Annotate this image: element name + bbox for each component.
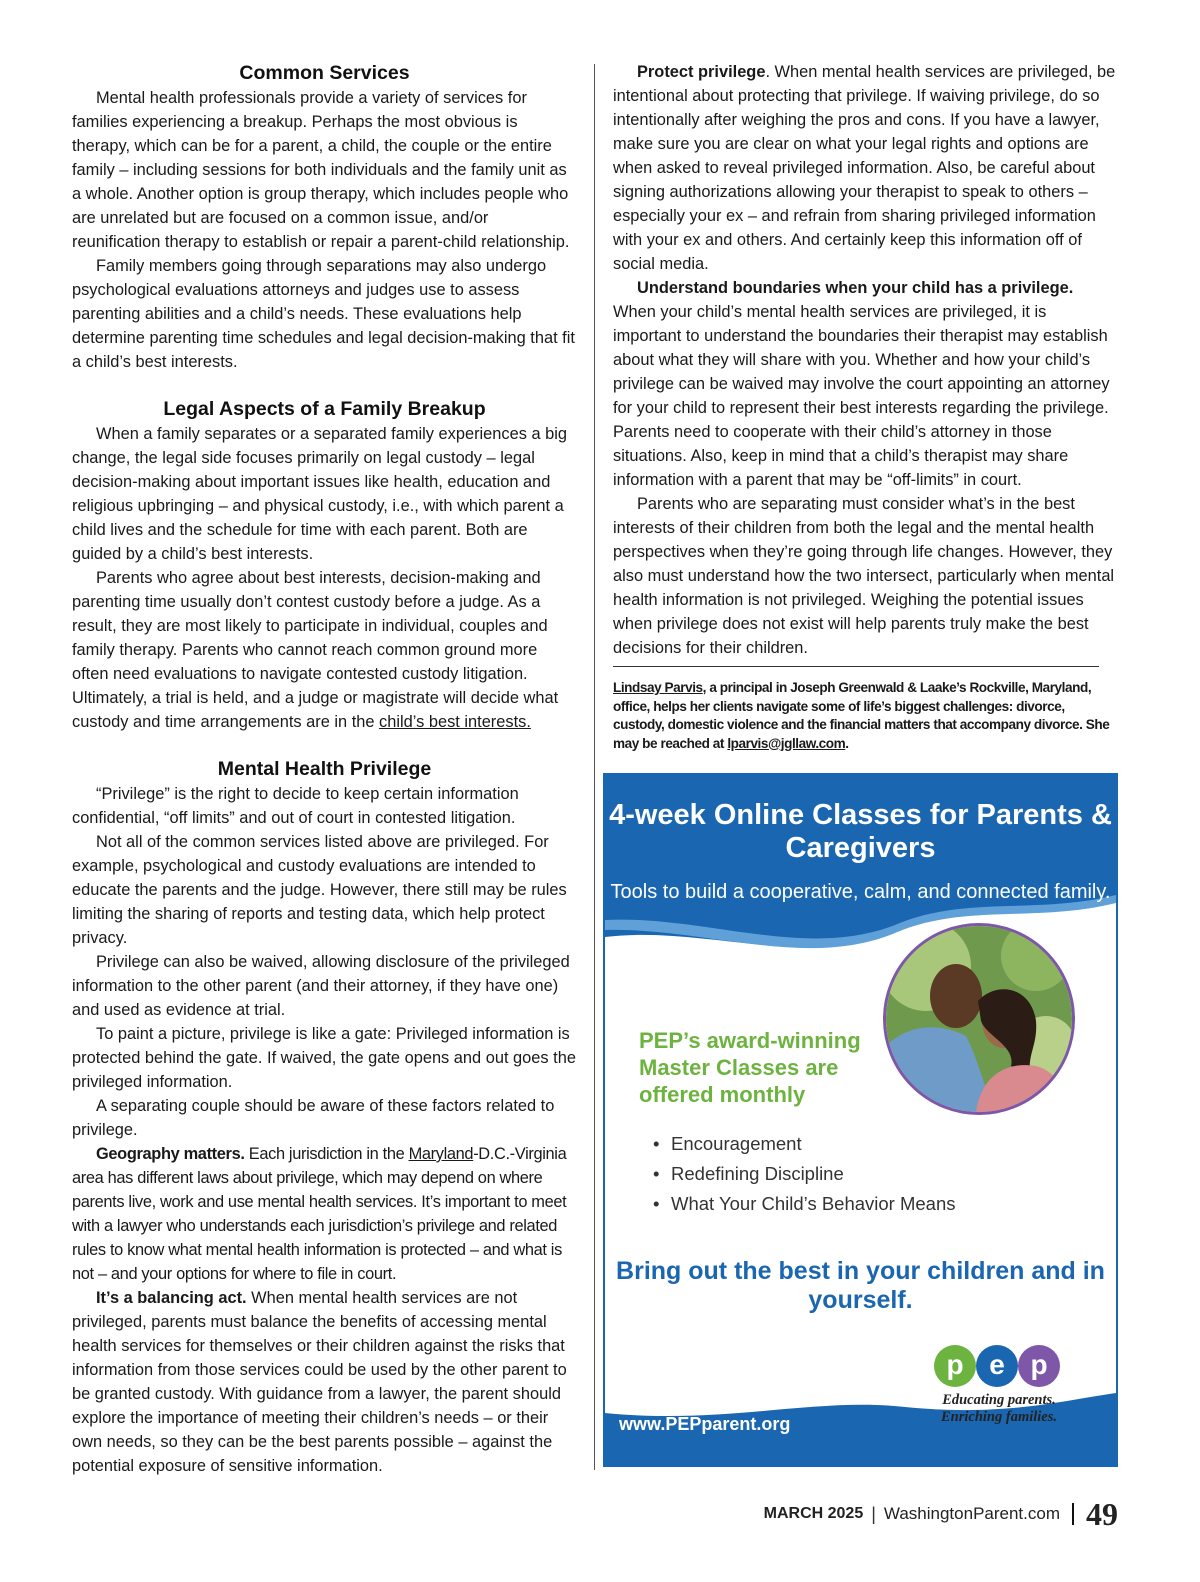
- logo-letter: p: [946, 1349, 964, 1380]
- paragraph-child-privilege: Understand boundaries when your child has a privilege. When your child’s mental health services are privileged, it is important to understand the boundaries their therapist may establish about what they will share with you. Whether and how your child’s privilege can be waived may involve the court appointing an attorney for your child to represent their best interests regarding the privilege. Parents need to cooperate with their child’s attorney in those situations. Also, keep in mind that a child’s therapist may share information with a parent that may be “off-limits” in court.: [613, 279, 1110, 489]
- class-topics-list: [653, 1129, 956, 1219]
- list-item: • Redefining Discipline: [653, 1159, 956, 1189]
- ad-subtitle: Tools to build a cooperative, calm, and connected family.: [610, 881, 1111, 903]
- list-item: • What Your Child’s Behavior Means: [653, 1189, 956, 1219]
- logo-letter: p: [1030, 1349, 1048, 1380]
- logo-tagline: Educating parents. Enriching families.: [940, 1392, 1058, 1425]
- right-column: [613, 60, 1118, 753]
- list-item: • Encouragement: [653, 1129, 956, 1159]
- heading-mental-health-privilege: Mental Health Privilege: [217, 758, 432, 780]
- paragraph: Mental health professionals provide a variety of services for families experiencing a breakup. Perhaps the most obvious is therapy, which can be for a parent, a child, the couple or the entire family – including sessions for both individuals and the family unit as a whole. Another option is group therapy, which includes people who are unrelated but are focused on a common issue, and/or reunification therapy to establish or repair a parent-child relationship.: [72, 89, 570, 251]
- ad-url-link[interactable]: www.PEPparent.org: [619, 1414, 791, 1434]
- paragraph: A separating couple should be aware of these factors related to privilege.: [72, 1097, 555, 1139]
- pep-advertisement[interactable]: [603, 773, 1118, 1467]
- paragraph: When a family separates or a separated family experiences a big change, the legal side focuses primarily on legal custody – legal decision-making about important issues like health, education and religious upbringing – and physical custody, i.e., with which parent a child lives and the schedule for time with each parent. Both are guided by a child’s best interests.: [72, 425, 568, 563]
- photo-illustration: [886, 926, 1072, 1112]
- paragraph: “Privilege” is the right to decide to keep certain information confidential, “off limits” and out of court in contested litigation.: [72, 785, 519, 827]
- ad-title: 4-week Online Classes for Parents & Caregivers: [609, 799, 1112, 864]
- parent-child-photo: [883, 923, 1075, 1115]
- ad-tagline: Bring out the best in your children and in yourself.: [616, 1257, 1105, 1314]
- paragraph: Family members going through separations may also undergo psychological evaluations attorneys and judges use to assess parenting abilities and a child’s needs. These evaluations help determine parenting time schedules and legal decision-making that fit a child’s best interests.: [72, 257, 575, 371]
- issue-date: MARCH 2025: [763, 1505, 864, 1522]
- paragraph: Parents who agree about best interests, decision-making and parenting time usually don’t contest custody before a judge. As a result, they are most likely to participate in individual, couples and family therapy. Parents who cannot reach common ground more often need evaluations to navigate contested custody litigation. Ultimately, a trial is held, and a judge or magistrate will decide what custody and time arrangements are in the child’s best interests.: [72, 569, 559, 731]
- paragraph: To paint a picture, privilege is like a gate: Privileged information is protected behind the gate. If waived, the gate opens and out goes the privileged information.: [72, 1025, 576, 1091]
- footer-bar: [1072, 1503, 1074, 1525]
- paragraph-balancing: It’s a balancing act. When mental health services are not privileged, parents must balance the benefits of accessing mental health services for themselves or their children against the risks that information from those services could be used by the other parent to be granted custody. With guidance from a lawyer, the parent should explore the importance of meeting their children’s needs – or their own needs, so they can be the best parents possible – against the potential exposure of sensitive information.: [72, 1289, 567, 1475]
- pep-logo: [933, 1341, 1065, 1391]
- logo-letter: e: [989, 1349, 1005, 1380]
- paragraph: Not all of the common services listed above are privileged. For example, psychological and custody evaluations are intended to educate the parents and the judge. However, there still may be rules limiting the sharing of reports and testing data, which help protect privacy.: [72, 833, 567, 947]
- site-name: WashingtonParent.com: [883, 1504, 1060, 1523]
- paragraph-geography: Geography matters. Each jurisdiction in the Maryland-D.C.-Virginia area has different laws about privilege, which may depend on where parents live, work and use mental health services. It’s important to meet with a lawyer who understands each jurisdiction’s privilege and related rules to know what mental health information is protected – and what is not – and your options for where to file in court.: [72, 1145, 567, 1283]
- page-number: 49: [1086, 1495, 1118, 1532]
- footer-separator: |: [871, 1503, 876, 1524]
- paragraph: Privilege can also be waived, allowing disclosure of the privileged information to the other parent (and their attorney, if they have one) and used as evidence at trial.: [72, 953, 570, 1019]
- author-bio: Lindsay Parvis, a principal in Joseph Greenwald & Laake’s Rockville, Maryland, office, helps her clients navigate some of life’s biggest challenges: divorce, custody, domestic violence and the financial matters that accompany divorce. She may be reached at lparvis@jgllaw.com.: [613, 680, 1110, 751]
- heading-legal-aspects: Legal Aspects of a Family Breakup: [163, 398, 486, 420]
- ad-headline: PEP’s award-winning Master Classes are offered monthly: [639, 1028, 861, 1107]
- page-footer: [764, 1494, 1118, 1534]
- column-divider: [594, 64, 595, 1470]
- bio-rule: [613, 666, 1099, 667]
- author-link[interactable]: Lindsay Parvis: [613, 680, 703, 695]
- email-link[interactable]: lparvis@jgllaw.com: [727, 735, 846, 751]
- paragraph-closing: Parents who are separating must consider what’s in the best interests of their children from both the legal and the mental health perspectives when they’re going through life changes. However, they also must understand how the two intersect, particularly when mental health information is not privileged. Weighing the potential issues when privilege does not exist will help parents truly make the best decisions for their children.: [613, 495, 1115, 657]
- maryland-link[interactable]: Maryland: [408, 1145, 474, 1163]
- left-column: [72, 60, 577, 1478]
- heading-common-services: Common Services: [239, 62, 410, 84]
- best-interests-link[interactable]: child’s best interests.: [379, 713, 531, 731]
- paragraph-protect: Protect privilege. When mental health services are privileged, be intentional about protecting that privilege. If waiving privilege, do so intentionally after weighing the pros and cons. If you have a lawyer, make sure you are clear on what your legal rights and options are when asked to reveal privileged information. Also, be careful about signing authorizations allowing your therapist to speak to others – especially your ex – and refrain from sharing privileged information with your ex and others. And certainly keep this information off of social media.: [613, 63, 1116, 273]
